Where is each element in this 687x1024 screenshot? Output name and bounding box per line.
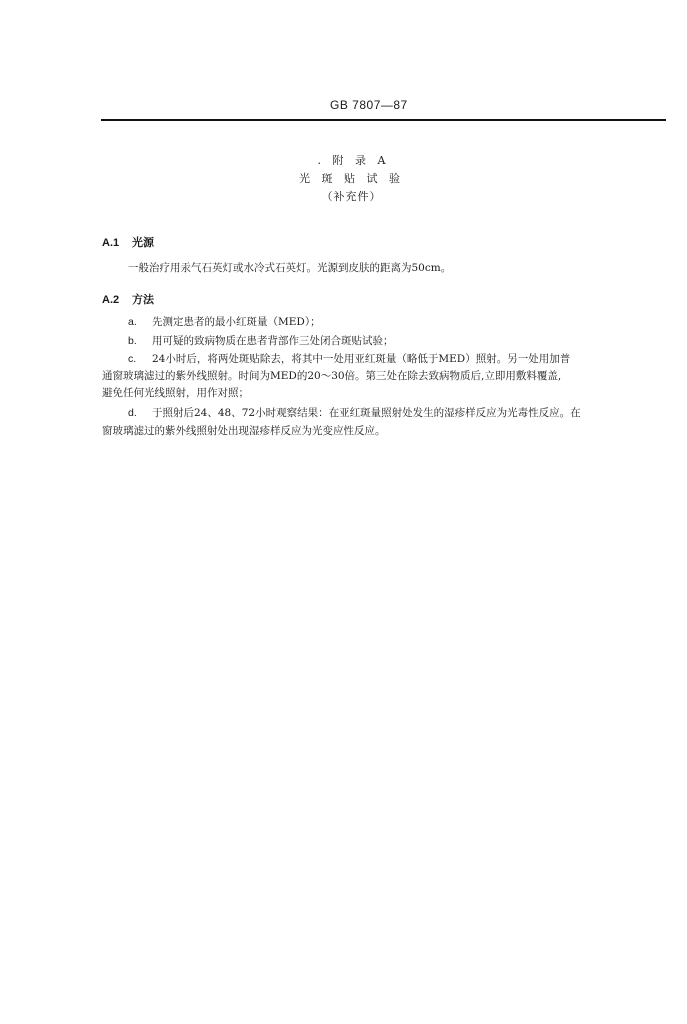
appendix-note: （补充件） bbox=[321, 190, 382, 203]
method-item-a bbox=[128, 314, 648, 331]
method-item-b bbox=[128, 333, 648, 350]
method-item-d bbox=[128, 405, 668, 422]
item-text: 24小时后，将两处斑贴除去，将其中一处用亚红斑量（略低于MED）照射。另一处用加普 bbox=[152, 353, 571, 365]
method-item-d-line-2: 窗玻璃滤过的紫外线照射处出现湿疹样反应为光变应性反应。 bbox=[102, 425, 386, 437]
section-heading-a1 bbox=[102, 234, 154, 250]
appendix-label: . 附 录 A bbox=[317, 154, 390, 167]
item-text: 先测定患者的最小红斑量（MED）； bbox=[152, 316, 321, 328]
section-number: A.1 bbox=[102, 237, 120, 249]
section-number: A.2 bbox=[102, 294, 120, 306]
standard-number: GB 7807—87 bbox=[330, 98, 408, 112]
section-title: 光源 bbox=[132, 236, 154, 249]
appendix-title: 光 斑 贴 试 验 bbox=[299, 172, 404, 185]
item-text: 用可疑的致病物质在患者背部作三处闭合斑贴试验； bbox=[152, 335, 394, 347]
section-a1-text: 一般治疗用汞气石英灯或水冷式石英灯。光源到皮肤的距离为50cm。 bbox=[128, 262, 452, 274]
item-label: d. bbox=[128, 407, 137, 419]
method-item-c-line-3: 避免任何光线照射，用作对照； bbox=[102, 387, 249, 399]
method-item-c bbox=[128, 351, 668, 368]
item-label: a. bbox=[128, 316, 137, 328]
section-heading-a2 bbox=[102, 291, 154, 307]
item-label: b. bbox=[128, 335, 137, 347]
header-divider bbox=[101, 119, 666, 121]
section-title: 方法 bbox=[132, 293, 154, 306]
item-text: 于照射后24、48、72小时观察结果：在亚红斑量照射处发生的湿疹样反应为光毒性反应。在 bbox=[152, 407, 581, 419]
item-label: c. bbox=[128, 353, 137, 365]
method-item-c-line-2: 通窗玻璃滤过的紫外线照射。时间为MED的20～30倍。第三处在除去致病物质后,立即用敷料覆盖, bbox=[102, 370, 562, 382]
